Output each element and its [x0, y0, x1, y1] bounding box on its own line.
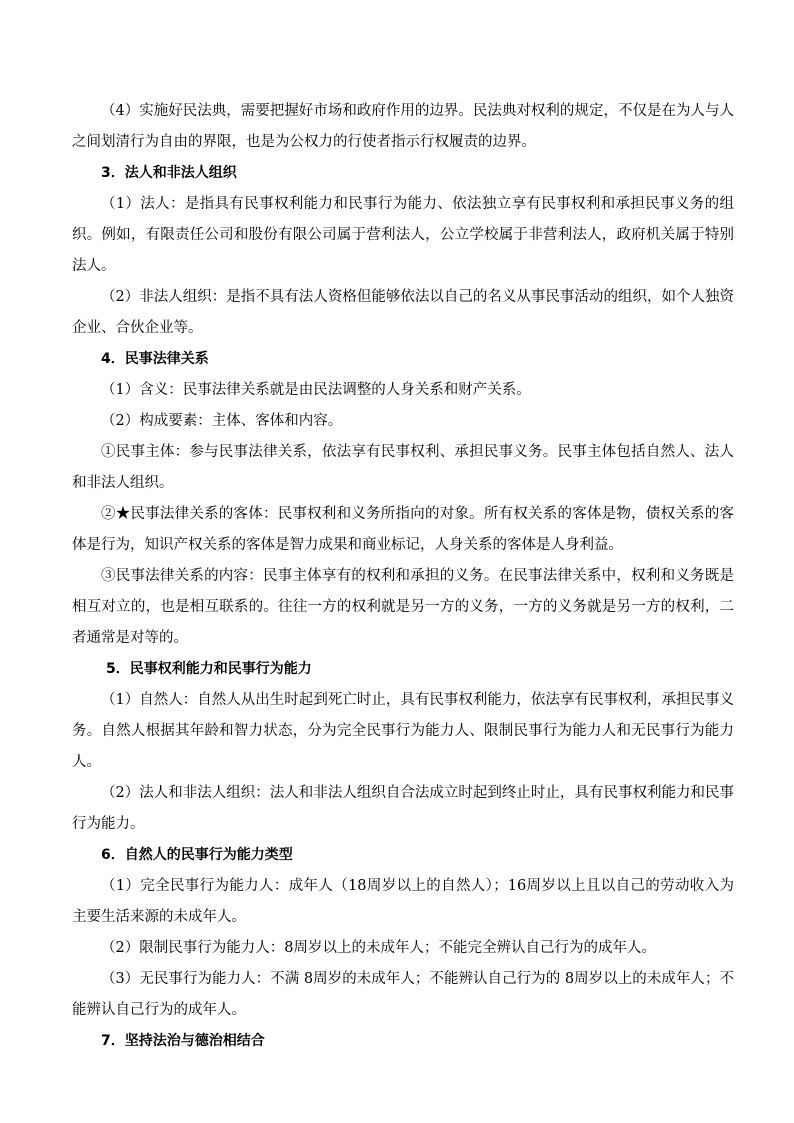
document-body	[72, 96, 734, 1057]
paragraph: （2）构成要素：主体、客体和内容。	[101, 413, 343, 429]
paragraph: （2）法人和非法人组织：法人和非法人组织自合法成立时起到终止时止，具有民事权利能力和民事行为能力。	[72, 785, 734, 832]
paragraph: ③民事法律关系的内容：民事主体享有的权利和承担的义务。在民事法律关系中，权利和义务既是相互对立的，也是相互联系的。往往一方的权利就是另一方的义务，一方的义务就是另一方的权利，二者通常是对等的。	[72, 568, 734, 646]
paragraph: （1）完全民事行为能力人：成年人（18周岁以上的自然人）；16周岁以上且以自己的劳动收入为主要生活来源的未成年人。	[72, 878, 734, 925]
paragraph: ②★民事法律关系的客体：民事权利和义务所指向的对象。所有权关系的客体是物，债权关系的客体是行为，知识产权关系的客体是智力成果和商业标记，人身关系的客体是人身利益。	[72, 506, 734, 553]
section-heading: 4．民事法律关系	[101, 351, 209, 367]
section-heading: 7．坚持法治与德治相结合	[101, 1033, 265, 1049]
paragraph: （2）限制民事行为能力人：8周岁以上的未成年人；不能完全辨认自己行为的成年人。	[101, 940, 656, 956]
paragraph: （1）法人：是指具有民事权利能力和民事行为能力、依法独立享有民事权利和承担民事义务的组织。例如，有限责任公司和股份有限公司属于营利法人，公立学校属于非营利法人，政府机关属于特别法人。	[72, 196, 734, 274]
paragraph: （4）实施好民法典，需要把握好市场和政府作用的边界。民法典对权利的规定，不仅是在为人与人之间划清行为自由的界限，也是为公权力的行使者指示行权履责的边界。	[72, 103, 734, 150]
paragraph: （3）无民事行为能力人：不满 8周岁的未成年人；不能辨认自己行为的 8周岁以上的未成年人；不能辨认自己行为的成年人。	[72, 971, 734, 1018]
section-heading: 6．自然人的民事行为能力类型	[101, 847, 293, 863]
section-heading: 5．民事权利能力和民事行为能力	[106, 661, 312, 677]
paragraph: （1）自然人：自然人从出生时起到死亡时止，具有民事权利能力，依法享有民事权利，承担民事义务。自然人根据其年龄和智力状态，分为完全民事行为能力人、限制民事行为能力人和无民事行为能力人。	[72, 692, 734, 770]
paragraph: （1）含义：民事法律关系就是由民法调整的人身关系和财产关系。	[101, 382, 531, 398]
section-heading: 3．法人和非法人组织	[101, 165, 237, 181]
paragraph: （2）非法人组织：是指不具有法人资格但能够依法以自己的名义从事民事活动的组织，如个人独资企业、合伙企业等。	[72, 289, 734, 336]
paragraph: ①民事主体：参与民事法律关系，依法享有民事权利、承担民事义务。民事主体包括自然人、法人和非法人组织。	[72, 444, 734, 491]
